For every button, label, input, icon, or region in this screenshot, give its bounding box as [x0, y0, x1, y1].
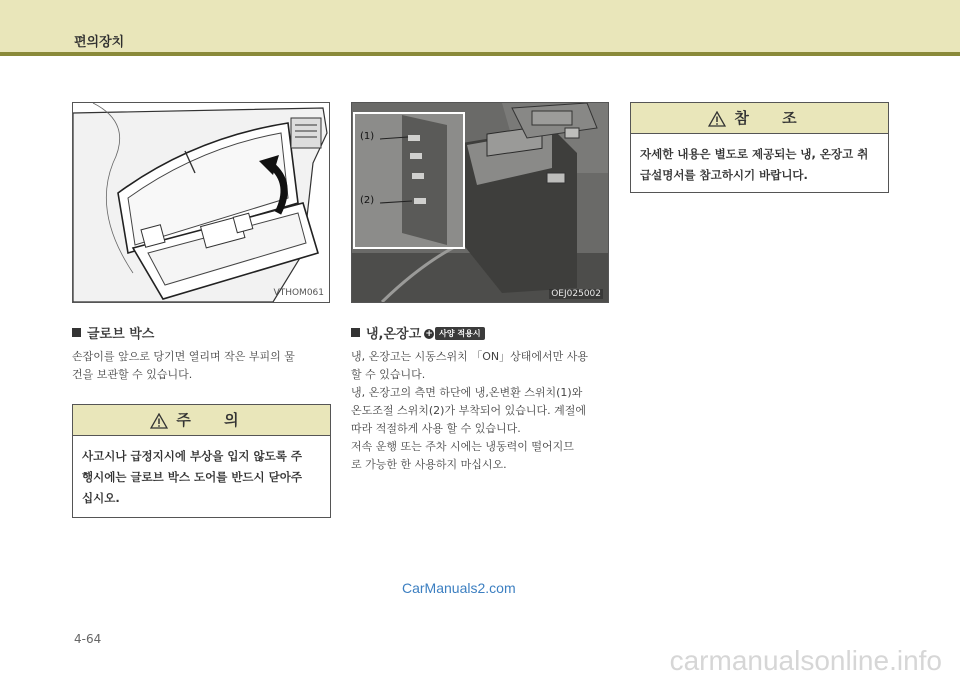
label-2: (2) — [360, 195, 375, 206]
bullet-square-icon — [72, 328, 81, 337]
note-body — [631, 134, 888, 186]
label-1: (1) — [360, 131, 375, 142]
page-header — [0, 0, 960, 52]
note-box — [630, 102, 889, 193]
body-line: 건을 보관할 수 있습니다. — [72, 368, 193, 381]
section-title: 편의장치 — [74, 35, 125, 50]
cooler-figure — [351, 102, 609, 303]
warning-triangle-icon — [708, 111, 726, 127]
footer-watermark: carmanualsonline.info — [669, 645, 942, 676]
body-line: 냉, 온장고는 시동스위치 「ON」상태에서만 사용 — [351, 350, 589, 363]
body-line: 손잡이를 앞으로 당기면 열리며 작은 부피의 물 — [72, 350, 295, 363]
watermark-link[interactable]: CarManuals2.com — [402, 580, 516, 596]
glovebox-illustration — [73, 103, 329, 302]
caution-title: 주 의 — [176, 411, 253, 429]
caution-line: 행시에는 글로브 박스 도어를 반드시 닫아주 — [82, 470, 302, 484]
body-line: 냉, 온장고의 측면 하단에 냉,온변환 스위치(1)와 — [351, 386, 583, 399]
glovebox-heading — [72, 323, 154, 342]
caution-line: 사고시나 급정지시에 부상을 입지 않도록 주 — [82, 449, 302, 463]
glovebox-body — [72, 348, 334, 384]
page-number: 4-64 — [74, 632, 102, 646]
note-title: 참 조 — [734, 109, 811, 127]
note-line: 자세한 내용은 별도로 제공되는 냉, 온장고 취 — [640, 147, 869, 161]
body-line: 로 가능한 한 사용하지 마십시오. — [351, 458, 507, 471]
option-plus-icon: + — [425, 329, 433, 339]
option-badge: 사양 적용시 — [435, 327, 484, 340]
cooler-photo — [352, 103, 608, 302]
cooler-body — [351, 348, 613, 474]
body-line: 저속 운행 또는 주차 시에는 냉동력이 떨어지므 — [351, 440, 574, 453]
body-line: 할 수 있습니다. — [351, 368, 426, 381]
glovebox-heading-text: 글로브 박스 — [87, 327, 155, 342]
caution-box — [72, 404, 331, 518]
cooler-heading-text: 냉,온장고 — [366, 327, 422, 342]
caution-line: 십시오. — [82, 491, 120, 505]
caution-body — [73, 436, 330, 509]
note-line: 급설명서를 참고하시기 바랍니다. — [640, 168, 808, 182]
header-rule — [0, 52, 960, 56]
body-line: 온도조절 스위치(2)가 부착되어 있습니다. 계절에 — [351, 404, 586, 417]
figure-caption: VTHOM061 — [273, 288, 324, 298]
caution-header — [73, 405, 330, 436]
cooler-heading — [351, 323, 485, 342]
figure-caption: OEJ025002 — [551, 289, 601, 299]
note-header — [631, 103, 888, 134]
bullet-square-icon — [351, 328, 360, 337]
warning-triangle-icon — [150, 413, 168, 429]
glovebox-figure — [72, 102, 330, 303]
body-line: 따라 적절하게 사용 할 수 있습니다. — [351, 422, 521, 435]
